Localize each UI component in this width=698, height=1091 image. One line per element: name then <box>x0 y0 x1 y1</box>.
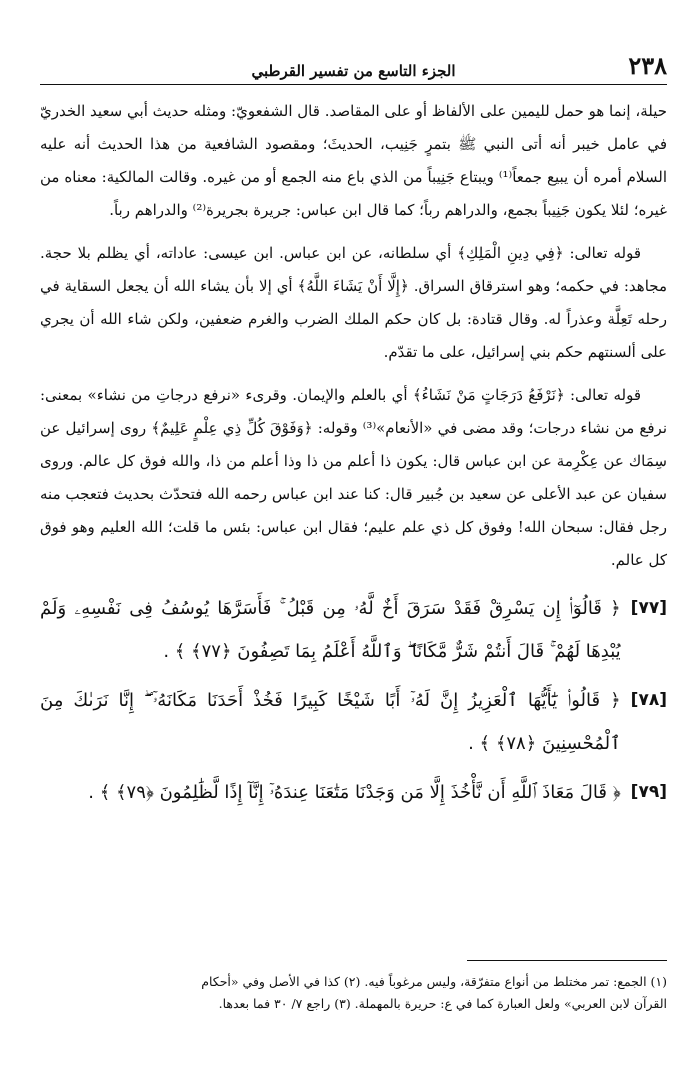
paragraph: حيلة، إنما هو حمل لليمين على الألفاظ أو على المقاصد. قال الشفعويّ: ومثله حديث أبي سعيد الخدريّ في عامل خيبر أنه أتى النبي ﷺ بتمرٍ جَنِيب، الحديثَ؛ ومقصود الشافعية من هذا الحديث أنه عليه السلام أمره أن يبيع جمعاً⁽¹⁾ ويبتاع جَنِيباً من الذي باع منه الجمع أو من غيره. وقالت المالكية: معناه من غيره؛ لئلا يكون جَنِيباً بجمع، والدراهم رباً؛ كما قال ابن عباس: جريرة بجريرة⁽²⁾ والدراهم رباً. <box>40 102 667 219</box>
quran-verses <box>40 587 667 814</box>
verse-number: [٧٩] <box>630 782 667 802</box>
page-number: ٢٣٨ <box>628 51 667 80</box>
verse-text: ﴿ قَالَ مَعَاذَ ٱللَّهِ أَن نَّأْخُذَ إِلَّا مَن وَجَدْنَا مَتَٰعَنَا عِندَهُۥٓ إِنَّآ إِذًا لَّظَٰلِمُونَ ﴿٧٩﴾ ﴾ . <box>88 782 621 803</box>
verse-text: ﴿ قَالُوٓا۟ إِن يَسْرِقْ فَقَدْ سَرَقَ أَخٌ لَّهُۥ مِن قَبْلُ ۚ فَأَسَرَّهَا يُوسُفُ فِى نَفْسِهِۦ وَلَمْ يُبْدِهَا لَهُمْ ۚ قَالَ أَنتُمْ شَرٌّ مَّكَانًا ۖ وَٱللَّهُ أَعْلَمُ بِمَا تَصِفُونَ ﴿٧٧﴾ ﴾ . <box>40 598 621 662</box>
running-title: الجزء التاسع من تفسير القرطبي <box>251 62 456 80</box>
verse-text: ﴿ قَالُوا۟ يَٰٓأَيُّهَا ٱلْعَزِيزُ إِنَّ لَهُۥٓ أَبًا شَيْخًا كَبِيرًا فَخُذْ أَحَدَنَا مَكَانَهُۥٓ ۖ إِنَّا نَرَىٰكَ مِنَ ٱلْمُحْسِنِينَ ﴿٧٨﴾ ﴾ . <box>40 690 621 754</box>
footnote-line: (١) الجمع: تمر مختلط من أنواع متفرّقة، وليس مرغوباً فيه. (٢) كذا في الأصل وفي «أحكام <box>201 974 667 989</box>
page <box>40 44 667 820</box>
verse-number: [٧٨] <box>630 690 667 710</box>
verse <box>40 679 667 765</box>
page-body <box>40 95 667 814</box>
verse <box>40 587 667 673</box>
footnotes <box>40 960 667 1015</box>
verse <box>40 771 667 814</box>
paragraph: قوله تعالى: ﴿نَرْفَعُ دَرَجَاتٍ مَنْ نَشَاءُ﴾ أي بالعلم والإيمان. وقرىء «نرفع درجاتِ من نشاء» بمعنى: نرفع من نشاء درجات؛ وقد مضى في «الأنعام»⁽³⁾ وقوله: ﴿وَفَوْقَ كُلِّ ذِي عِلْمٍ عَلِيمٌ﴾ روى إسرائيل عن سِمَاك عن عِكْرِمة عن ابن عباس قال: يكون ذا أعلم من ذا وذا أعلم من ذا، والله فوق كل عالم. وروى سفيان عن عبد الأعلى عن سعيد بن جُبير قال: كنا عند ابن عباس رحمه الله فتحدّث بحديث فتعجب منه رجل فقال: سبحان الله! وفوق كل ذي علم عليم؛ فقال ابن عباس: بئس ما قلت؛ الله العليم وهو فوق كل عالم. <box>40 386 667 569</box>
footnote-divider <box>467 960 667 961</box>
paragraph: قوله تعالى: ﴿فِي دِينِ الْمَلِكِ﴾ أي سلطانه، عن ابن عباس. ابن عيسى: عاداته، أي يظلم بلا حجة. مجاهد: في حكمه؛ وهو استرقاق السراق. ﴿إِلَّا أَنْ يَشَاءَ اللَّهُ﴾ أي إلا بأن يشاء الله أن يجعل السقاية في رحله تَعِلَّة وعذراً له. وقال قتادة: بل كان حكم الملك الضرب والغرم ضعفين، ولكن شاء الله أن يجري على ألسنتهم حكم بني إسرائيل، على ما تقدّم. <box>40 244 667 361</box>
verse-number: [٧٧] <box>630 598 667 618</box>
footnote-line: القرآن لابن العربي» ولعل العبارة كما في ع: حريرة بالمهملة. (٣) راجع ٧/ ٣٠ فما بعدها. <box>218 996 667 1011</box>
page-header <box>40 44 667 85</box>
